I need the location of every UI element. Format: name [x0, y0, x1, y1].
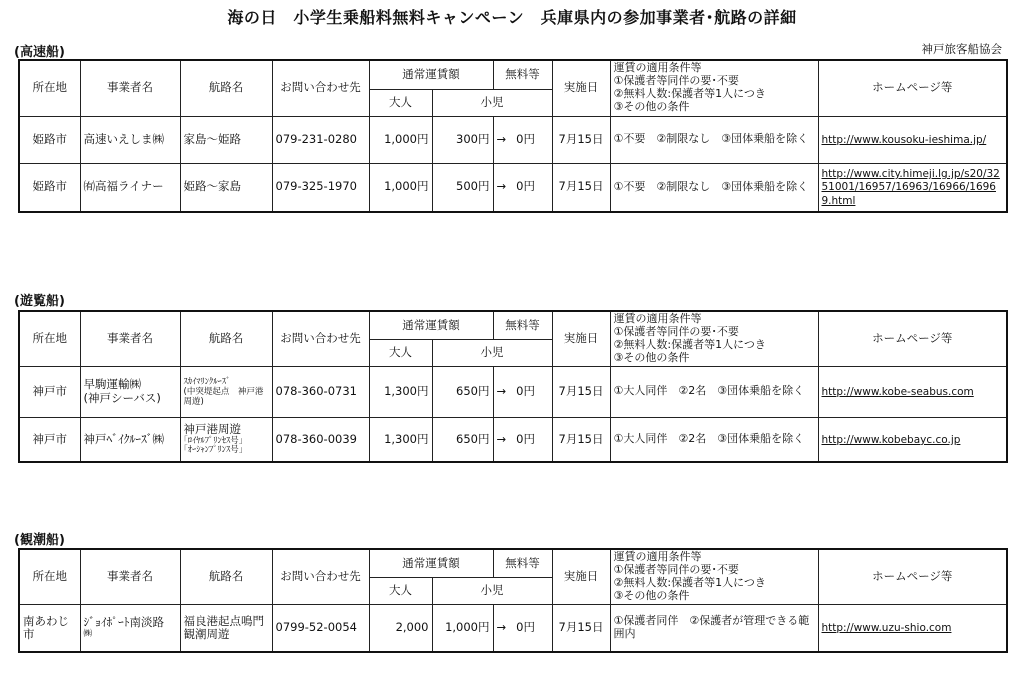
arrow-icon: → — [496, 431, 507, 446]
date-cell: 7月15日 — [552, 116, 610, 163]
header-homepage: ホームページ等 — [818, 311, 1007, 366]
table-row — [19, 417, 1007, 462]
table-row — [19, 116, 1007, 163]
header-adult: 大人 — [369, 89, 432, 116]
homepage-link[interactable]: http://www.uzu-shio.com — [821, 622, 952, 635]
header-route: 航路名 — [180, 549, 272, 604]
table-header-row — [19, 60, 1007, 89]
header-location: 所在地 — [19, 60, 80, 116]
child-fare-cell: 300円 — [432, 116, 493, 163]
header-free: 無料等 — [493, 311, 552, 339]
header-conditions-line: ①保護者等同伴の要･不要 — [613, 562, 739, 576]
sightseeing-table — [18, 310, 1008, 463]
arrow-icon: → — [496, 620, 507, 635]
location-cell: 姫路市 — [19, 163, 80, 212]
route-ship-name: ｢ｵｰｼｬﾝﾌﾟﾘﾝｽ号｣ — [183, 445, 244, 456]
location-cell: 神戸市 — [19, 417, 80, 462]
header-child: 小児 — [432, 89, 552, 116]
homepage-link[interactable]: http://www.kobebayc.co.jp — [821, 433, 961, 446]
homepage-link[interactable]: http://www.city.himeji.lg.jp/s20/3251001/16957/16963/16966/16969.html — [821, 167, 1000, 208]
header-child: 小児 — [432, 577, 552, 604]
header-conditions-line: ③その他の条件 — [613, 350, 690, 364]
route-cell: 家島～姫路 — [180, 116, 272, 163]
conditions-cell: ①大人同伴 ②2名 ③団体乗船を除く — [610, 366, 818, 417]
adult-fare-cell: 1,300円 — [369, 366, 432, 417]
contact-cell: 079-325-1970 — [272, 163, 369, 212]
header-conditions-line: 運賃の適用条件等 — [613, 312, 702, 325]
header-contact: お問い合わせ先 — [272, 311, 369, 366]
header-conditions — [610, 549, 818, 604]
adult-fare-cell: 1,000円 — [369, 163, 432, 212]
header-free: 無料等 — [493, 549, 552, 577]
location-cell: 姫路市 — [19, 116, 80, 163]
tidal-table — [18, 548, 1008, 653]
header-conditions-line: ③その他の条件 — [613, 100, 690, 114]
route-ship-name: ｢ﾛｲﾔﾙﾌﾟﾘﾝｾｽ号｣ — [183, 435, 244, 446]
date-cell: 7月15日 — [552, 417, 610, 462]
header-route: 航路名 — [180, 311, 272, 366]
header-homepage: ホームページ等 — [818, 549, 1007, 604]
conditions-cell: ①保護者同伴 ②保護者が管理できる範囲内 — [610, 604, 818, 652]
free-fare-cell — [493, 417, 552, 462]
document-title: 海の日 小学生乗船料無料キャンペーン 兵庫県内の参加事業者･航路の詳細 — [227, 8, 797, 27]
header-route: 航路名 — [180, 60, 272, 116]
table-row — [19, 366, 1007, 417]
organization-name: 神戸旅客船協会 — [921, 42, 1002, 56]
adult-fare-cell: 1,300円 — [369, 417, 432, 462]
contact-cell: 0799-52-0054 — [272, 604, 369, 652]
location-cell: 南あわじ市 — [19, 604, 80, 652]
route-cell: 姫路～家島 — [180, 163, 272, 212]
operator-cell: 高速いえしま㈱ — [80, 116, 180, 163]
header-free: 無料等 — [493, 60, 552, 89]
conditions-cell: ①不要 ②制限なし ③団体乗船を除く — [610, 116, 818, 163]
child-fare-cell: 500円 — [432, 163, 493, 212]
adult-fare-cell: 2,000 — [369, 604, 432, 652]
homepage-cell — [818, 116, 1007, 163]
operator-cell: 早駒運輸㈱ (神戸シーバス) — [80, 366, 180, 417]
header-conditions-line: ①保護者等同伴の要･不要 — [613, 74, 739, 88]
operator-cell: 神戸ﾍﾞｲｸﾙｰｽﾞ㈱ — [80, 417, 180, 462]
child-fare-cell: 1,000円 — [432, 604, 493, 652]
header-conditions-line: ②無料人数:保護者等1人につき — [613, 87, 766, 101]
header-conditions — [610, 60, 818, 116]
free-fare-value: 0円 — [516, 131, 535, 146]
header-adult: 大人 — [369, 339, 432, 366]
homepage-cell — [818, 366, 1007, 417]
free-fare-value: 0円 — [516, 384, 535, 399]
operator-cell — [80, 604, 180, 652]
header-adult: 大人 — [369, 577, 432, 604]
contact-cell: 078-360-0039 — [272, 417, 369, 462]
section-title-sightseeing: (遊覧船) — [14, 294, 65, 309]
adult-fare-cell: 1,000円 — [369, 116, 432, 163]
free-fare-cell — [493, 163, 552, 212]
header-child: 小児 — [432, 339, 552, 366]
header-date: 実施日 — [552, 60, 610, 116]
free-fare-cell — [493, 366, 552, 417]
header-location: 所在地 — [19, 311, 80, 366]
conditions-cell: ①不要 ②制限なし ③団体乗船を除く — [610, 163, 818, 212]
route-cell: ｽｶｲﾏﾘﾝｸﾙｰｽﾞ (中突堤起点 神戸港周遊) — [180, 366, 272, 417]
table-row — [19, 604, 1007, 652]
route-cell: 福良港起点鳴門観潮周遊 — [180, 604, 272, 652]
free-fare-value: 0円 — [516, 179, 535, 194]
header-conditions-line: ②無料人数:保護者等1人につき — [613, 575, 766, 589]
arrow-icon: → — [496, 179, 507, 194]
homepage-link[interactable]: http://www.kousoku-ieshima.jp/ — [821, 133, 987, 146]
table-header-row — [19, 311, 1007, 339]
free-fare-cell — [493, 116, 552, 163]
header-contact: お問い合わせ先 — [272, 60, 369, 116]
header-conditions-line: ②無料人数:保護者等1人につき — [613, 337, 766, 351]
header-homepage: ホームページ等 — [818, 60, 1007, 116]
table-header-row — [19, 549, 1007, 577]
header-contact: お問い合わせ先 — [272, 549, 369, 604]
homepage-cell — [818, 163, 1007, 212]
operator-name: ｼﾞｮｲﾎﾟｰﾄ南淡路 — [83, 615, 164, 630]
header-conditions-line: 運賃の適用条件等 — [613, 550, 702, 563]
header-normal-fare: 通常運賃額 — [369, 311, 493, 339]
header-conditions — [610, 311, 818, 366]
contact-cell: 078-360-0731 — [272, 366, 369, 417]
header-conditions-line: 運賃の適用条件等 — [613, 61, 702, 75]
child-fare-cell: 650円 — [432, 366, 493, 417]
operator-suffix: ㈱ — [83, 629, 93, 640]
arrow-icon: → — [496, 384, 507, 399]
arrow-icon: → — [496, 131, 507, 146]
homepage-cell — [818, 604, 1007, 652]
location-cell: 神戸市 — [19, 366, 80, 417]
free-fare-value: 0円 — [516, 431, 535, 446]
header-normal-fare: 通常運賃額 — [369, 549, 493, 577]
section-title-highspeed: (高速船) — [14, 45, 65, 60]
homepage-link[interactable]: http://www.kobe-seabus.com — [821, 386, 974, 399]
child-fare-cell: 650円 — [432, 417, 493, 462]
highspeed-table — [18, 59, 1008, 213]
route-main: 神戸港周遊 — [183, 422, 241, 437]
free-fare-value: 0円 — [516, 620, 535, 635]
section-title-tidal: (観潮船) — [14, 533, 65, 548]
table-row — [19, 163, 1007, 212]
header-operator: 事業者名 — [80, 60, 180, 116]
header-operator: 事業者名 — [80, 311, 180, 366]
header-conditions-line: ①保護者等同伴の要･不要 — [613, 324, 739, 338]
header-date: 実施日 — [552, 549, 610, 604]
operator-cell: ㈲高福ライナー — [80, 163, 180, 212]
date-cell: 7月15日 — [552, 604, 610, 652]
header-conditions-line: ③その他の条件 — [613, 588, 690, 602]
conditions-cell: ①大人同伴 ②2名 ③団体乗船を除く — [610, 417, 818, 462]
header-normal-fare: 通常運賃額 — [369, 60, 493, 89]
date-cell: 7月15日 — [552, 366, 610, 417]
homepage-cell — [818, 417, 1007, 462]
header-operator: 事業者名 — [80, 549, 180, 604]
free-fare-cell — [493, 604, 552, 652]
date-cell: 7月15日 — [552, 163, 610, 212]
header-location: 所在地 — [19, 549, 80, 604]
route-cell — [180, 417, 272, 462]
header-date: 実施日 — [552, 311, 610, 366]
contact-cell: 079-231-0280 — [272, 116, 369, 163]
